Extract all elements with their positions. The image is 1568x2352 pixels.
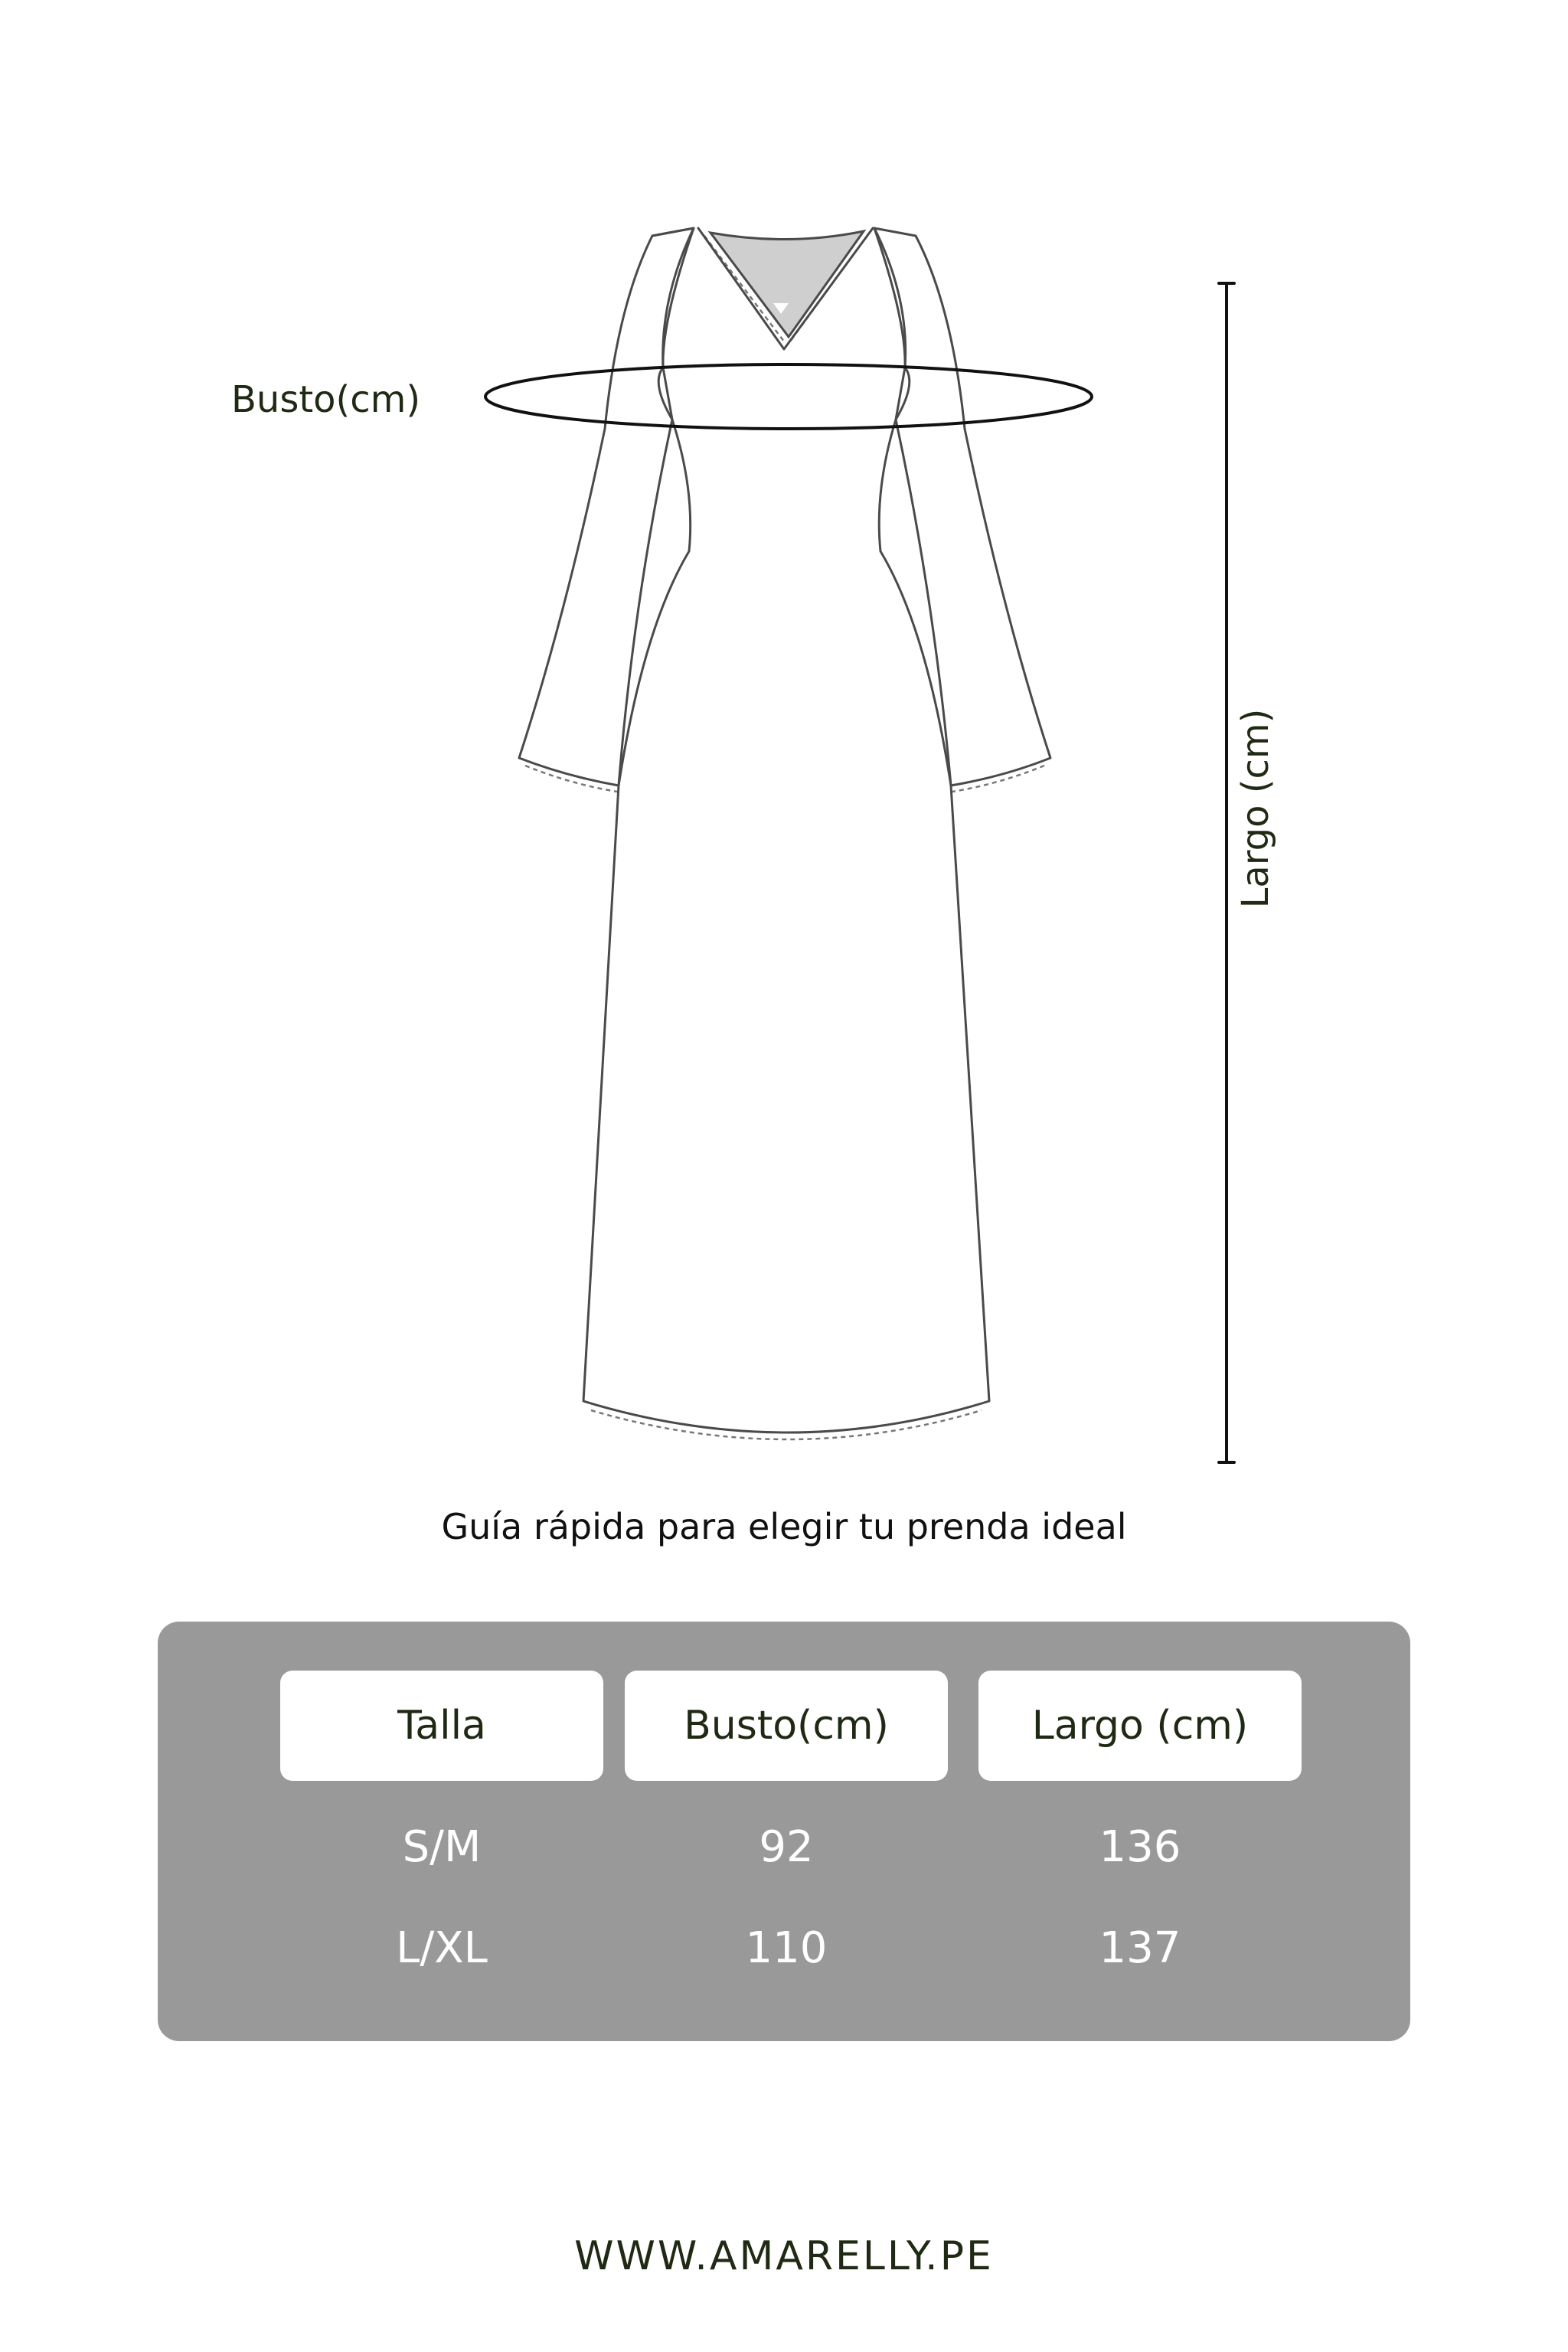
bust-label: Busto(cm) [231,378,421,421]
header-bust: Busto(cm) [625,1671,948,1781]
row-lxl-size: L/XL [396,1923,488,1973]
neckline-fill [710,231,864,337]
row-sm-size: S/M [402,1822,482,1872]
website-link[interactable]: WWW.AMARELLY.PE [574,2233,994,2279]
right-sleeve [874,228,1050,786]
left-cuff-stitch [525,766,617,792]
dress-body [583,228,989,1432]
bust-measure-ellipse [485,364,1092,429]
right-cuff-stitch [952,766,1044,792]
row-sm-length: 136 [1099,1822,1181,1872]
row-sm-bust: 92 [759,1822,814,1872]
header-length: Largo (cm) [978,1671,1302,1781]
left-sleeve [519,228,694,786]
guide-title: Guía rápida para elegir tu prenda ideal [441,1506,1127,1547]
row-lxl-bust: 110 [745,1923,828,1973]
hem-stitch [591,1410,982,1439]
row-lxl-length: 137 [1099,1923,1181,1973]
header-size: Talla [280,1671,603,1781]
size-table [158,1622,1410,2041]
length-label: Largo (cm) [1234,708,1277,909]
